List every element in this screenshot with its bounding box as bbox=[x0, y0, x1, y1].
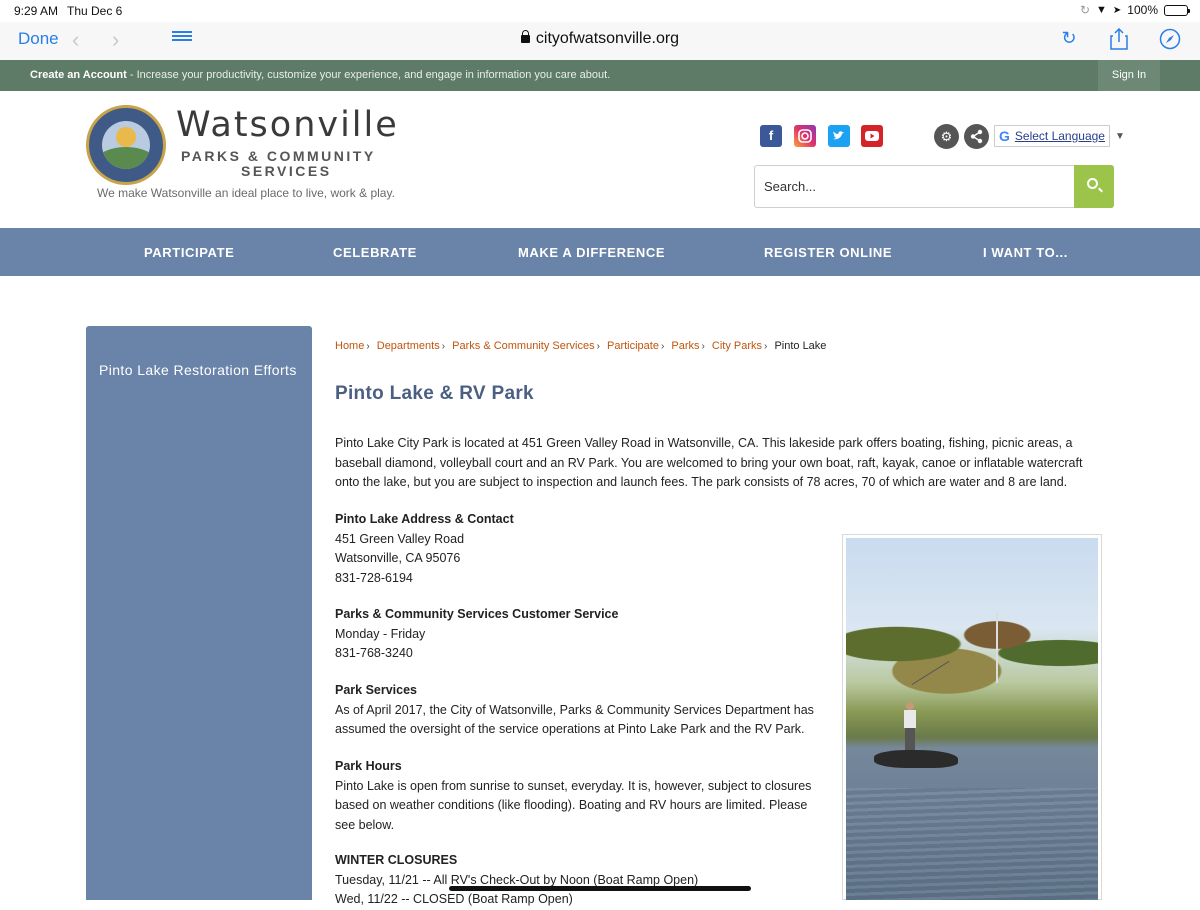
instagram-icon[interactable] bbox=[794, 125, 816, 147]
sidebar-item-restoration[interactable]: Pinto Lake Restoration Efforts bbox=[99, 362, 297, 378]
park-hours-heading: Park Hours bbox=[335, 759, 402, 773]
youtube-icon[interactable] bbox=[861, 125, 883, 147]
address-heading: Pinto Lake Address & Contact bbox=[335, 512, 514, 526]
language-selector[interactable] bbox=[994, 125, 1125, 147]
search-input[interactable] bbox=[755, 166, 1075, 207]
breadcrumb-current: Pinto Lake bbox=[774, 340, 827, 352]
customer-service-section bbox=[335, 605, 835, 664]
page-title: Pinto Lake & RV Park bbox=[335, 383, 534, 404]
winter-closures-heading: WINTER CLOSURES bbox=[335, 853, 458, 867]
breadcrumb-parks-community-services[interactable]: Parks & Community Services bbox=[452, 340, 595, 352]
customer-service-days: Monday - Friday bbox=[335, 626, 426, 641]
breadcrumb-participate[interactable]: Participate bbox=[606, 340, 659, 352]
create-account-link[interactable]: Create an Account bbox=[30, 69, 127, 81]
url-text: cityofwatsonville.org bbox=[535, 30, 680, 47]
winter-closure-line-1: Tuesday, 11/21 -- All RV's Check-Out by Noon (Boat Ramp Open) bbox=[335, 872, 699, 887]
tagline: We make Watsonville an ideal place to live, work & play. bbox=[97, 186, 395, 200]
park-services-text: As of April 2017, the City of Watsonville, Parks & Community Services Department has assumed the oversight of the service operations at Pinto Lake Park and the RV Park. bbox=[335, 702, 814, 736]
park-hours-section bbox=[335, 757, 830, 835]
park-services-heading: Park Services bbox=[335, 683, 418, 697]
breadcrumb-city-parks[interactable]: City Parks bbox=[711, 340, 763, 352]
battery-icon bbox=[1164, 5, 1188, 16]
city-seal-logo[interactable] bbox=[86, 105, 166, 185]
facebook-icon[interactable]: f bbox=[760, 125, 782, 147]
account-bar bbox=[0, 60, 1200, 91]
lock-icon bbox=[521, 35, 530, 43]
google-icon: G bbox=[999, 128, 1010, 144]
reload-icon[interactable]: ↻ bbox=[1061, 28, 1077, 48]
park-services-section bbox=[335, 681, 815, 740]
sync-icon: ↻ bbox=[1079, 3, 1091, 17]
done-button[interactable]: Done bbox=[18, 29, 59, 48]
status-date: Thu Dec 6 bbox=[67, 4, 123, 18]
address-line-2: Watsonville, CA 95076 bbox=[335, 551, 461, 565]
twitter-icon[interactable] bbox=[828, 125, 850, 147]
address-line-1: 451 Green Valley Road bbox=[335, 531, 465, 546]
breadcrumb-departments[interactable]: Departments bbox=[376, 340, 440, 352]
brand-subtitle: PARKS & COMMUNITY bbox=[181, 148, 376, 164]
brand-name[interactable]: Watsonville bbox=[176, 105, 399, 145]
search-button[interactable] bbox=[1074, 165, 1114, 208]
winter-closure-line-2: Wed, 11/22 -- CLOSED (Boat Ramp Open) bbox=[335, 892, 573, 906]
address-bar[interactable] bbox=[0, 30, 1200, 48]
home-indicator[interactable] bbox=[449, 886, 751, 891]
gear-icon[interactable]: ⚙ bbox=[934, 124, 959, 149]
intro-paragraph: Pinto Lake City Park is located at 451 Green Valley Road in Watsonville, CA. This lakeside park offers boating, fishing, picnic areas, a baseball diamond, volleyball court and an RV Park. You are welcomed to bring your own boat, raft, kayak, canoe or inflatable watercraft onto the lake, but you are subject to inspection and launch fees. The park consists of 78 acres, 70 of which are water and 8 are land. bbox=[335, 436, 1083, 489]
park-hours-text: Pinto Lake is open from sunrise to sunset, everyday. It is, however, subject to closures based on weather conditions (like flooding). Boating and RV hours are limited. Please see below. bbox=[335, 778, 812, 832]
forward-icon[interactable]: › bbox=[112, 27, 120, 52]
account-message bbox=[30, 69, 610, 81]
search-icon bbox=[1087, 178, 1098, 189]
location-icon: ➤ bbox=[1112, 4, 1122, 16]
nav-item-i-want-to[interactable]: I WANT TO... bbox=[983, 245, 1068, 260]
status-indicators bbox=[1080, 3, 1188, 17]
main-nav bbox=[0, 228, 1200, 276]
nav-item-make-a-difference[interactable]: MAKE A DIFFERENCE bbox=[518, 245, 666, 260]
sidebar bbox=[86, 326, 312, 900]
status-time: 9:29 AM bbox=[14, 4, 59, 18]
share-page-icon[interactable] bbox=[964, 124, 989, 149]
language-label[interactable]: Select Language bbox=[1014, 129, 1105, 143]
chevron-down-icon[interactable]: ▼ bbox=[1114, 130, 1125, 142]
customer-service-phone: 831-768-3240 bbox=[335, 646, 413, 660]
pinto-lake-photo bbox=[842, 534, 1102, 900]
search-box bbox=[754, 165, 1114, 208]
site-header bbox=[0, 91, 1200, 228]
breadcrumb-home[interactable]: Home bbox=[335, 340, 365, 352]
breadcrumb: Home › Departments › Parks & Community Services › Participate › Parks › City Parks › Pinto Lake bbox=[335, 340, 827, 352]
winter-closures-section bbox=[335, 851, 835, 910]
back-icon[interactable]: ‹ bbox=[72, 27, 80, 52]
customer-service-heading: Parks & Community Services Customer Service bbox=[335, 607, 619, 621]
account-message-text: - Increase your productivity, customize your experience, and engage in information you care about. bbox=[126, 69, 611, 81]
breadcrumb-parks[interactable]: Parks bbox=[671, 340, 700, 352]
status-bar bbox=[0, 0, 1200, 22]
browser-toolbar bbox=[0, 22, 1200, 60]
address-section bbox=[335, 510, 835, 588]
share-icon[interactable] bbox=[1108, 28, 1130, 50]
compass-icon[interactable] bbox=[1159, 28, 1181, 50]
battery-percent: 100% bbox=[1127, 3, 1158, 17]
lake-fishing-image bbox=[846, 538, 1098, 900]
nav-item-register-online[interactable]: REGISTER ONLINE bbox=[764, 245, 893, 260]
wifi-icon: ▼ bbox=[1096, 4, 1107, 16]
sign-in-button[interactable]: Sign In bbox=[1098, 60, 1160, 91]
address-phone: 831-728-6194 bbox=[335, 570, 413, 585]
brand-subtitle-2: SERVICES bbox=[241, 163, 332, 179]
nav-item-participate[interactable]: PARTICIPATE bbox=[144, 245, 235, 260]
nav-item-celebrate[interactable]: CELEBRATE bbox=[333, 245, 417, 260]
